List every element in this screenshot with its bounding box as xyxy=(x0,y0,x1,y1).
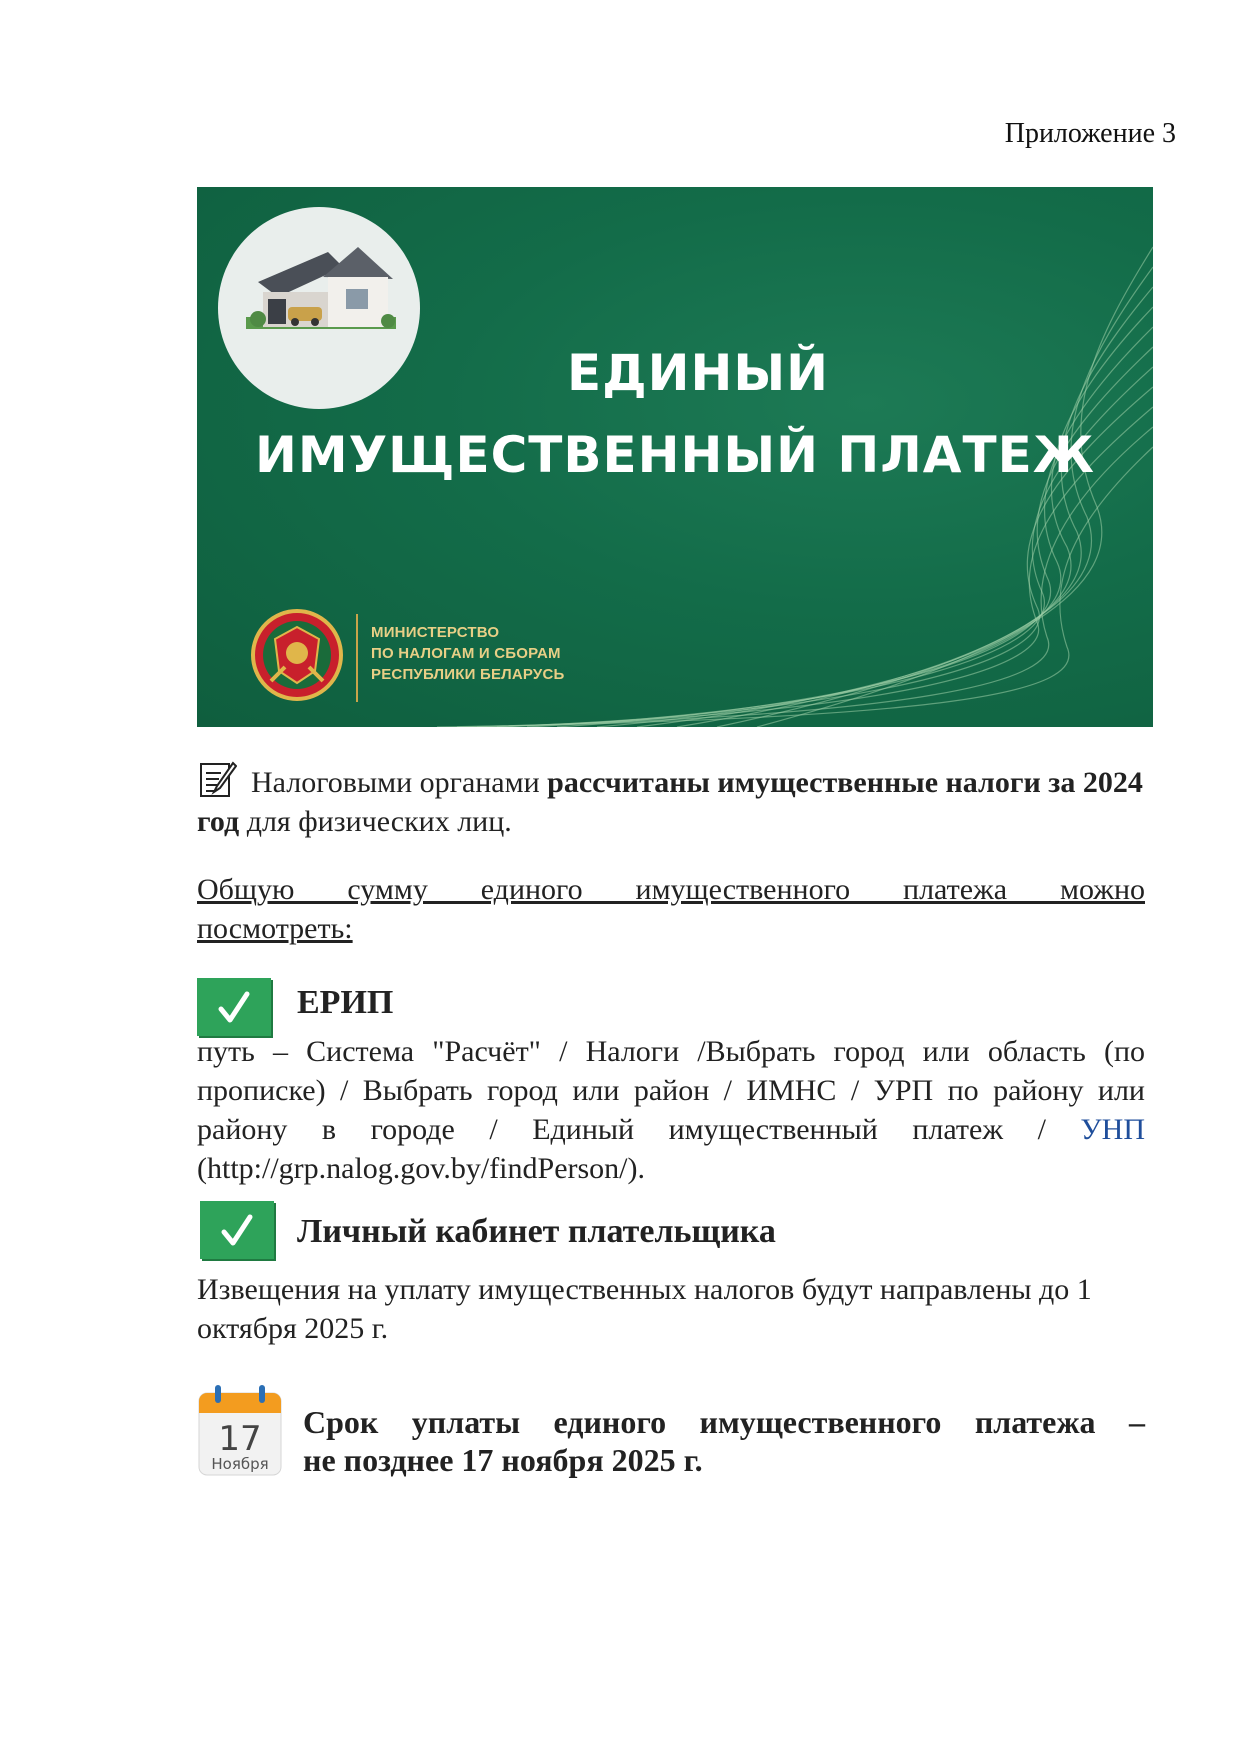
ministry-line: ПО НАЛОГАМ И СБОРАМ xyxy=(371,645,561,662)
calendar-day: 17 xyxy=(218,1419,262,1459)
erip-url-text: (http://grp.nalog.gov.by/findPerson/). xyxy=(197,1152,646,1185)
appendix-label: Приложение 3 xyxy=(1004,118,1176,149)
erip-path-paragraph xyxy=(197,1032,1145,1188)
cabinet-paragraph: Извещения на уплату имущественных налогов будут направлены до 1 октября 2025 г. xyxy=(197,1273,1092,1345)
memo-icon xyxy=(197,760,237,800)
banner xyxy=(197,187,1153,727)
ministry-divider xyxy=(356,614,358,702)
intro-bold-text: рассчитаны имущественные налоги за 2024 год xyxy=(197,766,1143,838)
intro-text: Налоговыми органами xyxy=(251,766,548,799)
check-icon xyxy=(197,978,271,1036)
banner-title-line1: ЕДИНЫЙ xyxy=(566,344,830,402)
view-note-line2: посмотреть: xyxy=(197,912,353,945)
ministry-line: РЕСПУБЛИКИ БЕЛАРУСЬ xyxy=(371,666,565,683)
unp-link[interactable]: УНП xyxy=(1080,1113,1145,1146)
deadline-text xyxy=(303,1403,1145,1479)
intro-paragraph xyxy=(197,760,1145,841)
view-note-line1: Общую сумму единого имущественного платежа можно xyxy=(197,873,1145,906)
emblem-icon xyxy=(251,609,343,701)
calendar-month: Ноября xyxy=(211,1455,269,1473)
banner-title-line2: ИМУЩЕСТВЕННЫЙ ПЛАТЕЖ xyxy=(255,426,1095,484)
ministry-name xyxy=(371,622,564,685)
ministry-line: МИНИСТЕРСТВО xyxy=(371,624,500,641)
erip-path-text: путь – Система "Расчёт" / Налоги /Выбрать город или область (по прописке) / Выбрать город или район / ИМНС / УРП по району или району в городе / Единый имущественный платеж / xyxy=(197,1035,1145,1146)
cabinet-heading: Личный кабинет плательщика xyxy=(297,1213,776,1250)
intro-text-end: для физических лиц. xyxy=(239,805,512,838)
deadline-line2: не позднее 17 ноября 2025 г. xyxy=(303,1442,703,1478)
view-note xyxy=(197,870,1145,948)
erip-heading: ЕРИП xyxy=(297,984,394,1021)
check-icon xyxy=(200,1201,274,1259)
deadline-line1: Срок уплаты единого имущественного платежа – xyxy=(303,1404,1145,1440)
calendar-icon xyxy=(197,1385,283,1477)
